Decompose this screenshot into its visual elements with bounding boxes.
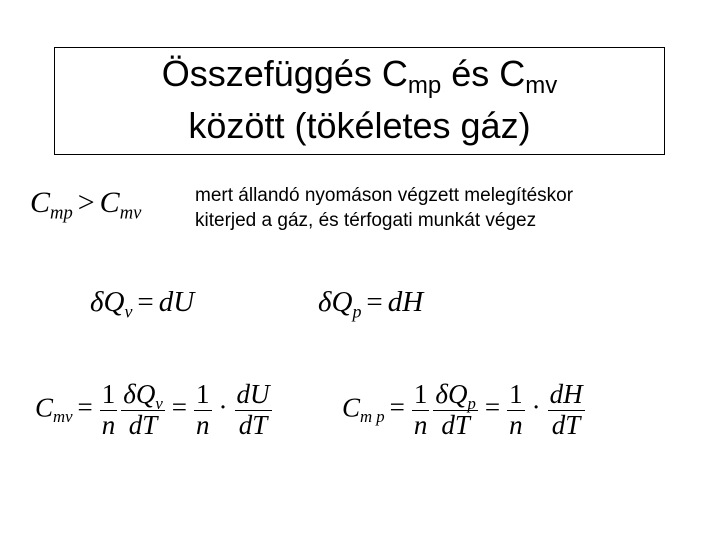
fraction-dqv-dt: $\frac{\delta Q_v}{dT}$: [123, 379, 163, 440]
title-subscript-mv: mv: [525, 72, 558, 99]
explanation-line-1: mert állandó nyomáson végzett melegítéskor: [195, 185, 574, 206]
title-subscript-mp: mp: [407, 72, 442, 99]
fraction-dqp-dt: $\frac{\delta Q_p}{dT}$: [435, 379, 476, 440]
explanation-text: [195, 183, 695, 233]
title-box: [54, 47, 665, 155]
title-text-a: Összefüggés C: [161, 53, 408, 94]
title-text-b: és C: [441, 53, 526, 94]
inequality-formula: $C_{mp} > C_{mv}$: [30, 186, 142, 224]
fraction-one-over-n-p2: $\frac{1}{n}$: [509, 379, 523, 440]
heat-isochoric-formula: $\delta Q_v$ = dU: [90, 286, 195, 322]
fraction-du-dt: $\frac{dU}{dT}$: [236, 379, 270, 440]
fraction-one-over-n-p: $\frac{1}{n}$: [413, 379, 428, 440]
cmp-formula: $C_{m p}$ = $\frac{1}{n}$ $\frac{\delta Q_p}{dT}$ = $\frac{1}{n}$ · $\frac{dH}{dT}$: [342, 379, 583, 440]
title-line-1: [55, 53, 664, 99]
cmv-formula: $C_{mv}$ = $\frac{1}{n}$ $\frac{\delta Q_v}{dT}$ = $\frac{1}{n}$ · $\frac{dU}{dT}$: [35, 379, 270, 440]
heat-isobaric-formula: $\delta Q_p$ = dH: [318, 286, 424, 322]
fraction-dqv-ndt: $\frac{1}{n}$: [101, 379, 116, 440]
fraction-one-over-n: $\frac{1}{n}$: [196, 379, 210, 440]
fraction-dh-dt: $\frac{dH}{dT}$: [549, 379, 583, 440]
title-line-2: között (tökéletes gáz): [188, 105, 531, 146]
explanation-line-2: kiterjed a gáz, és térfogati munkát végez: [195, 210, 537, 231]
